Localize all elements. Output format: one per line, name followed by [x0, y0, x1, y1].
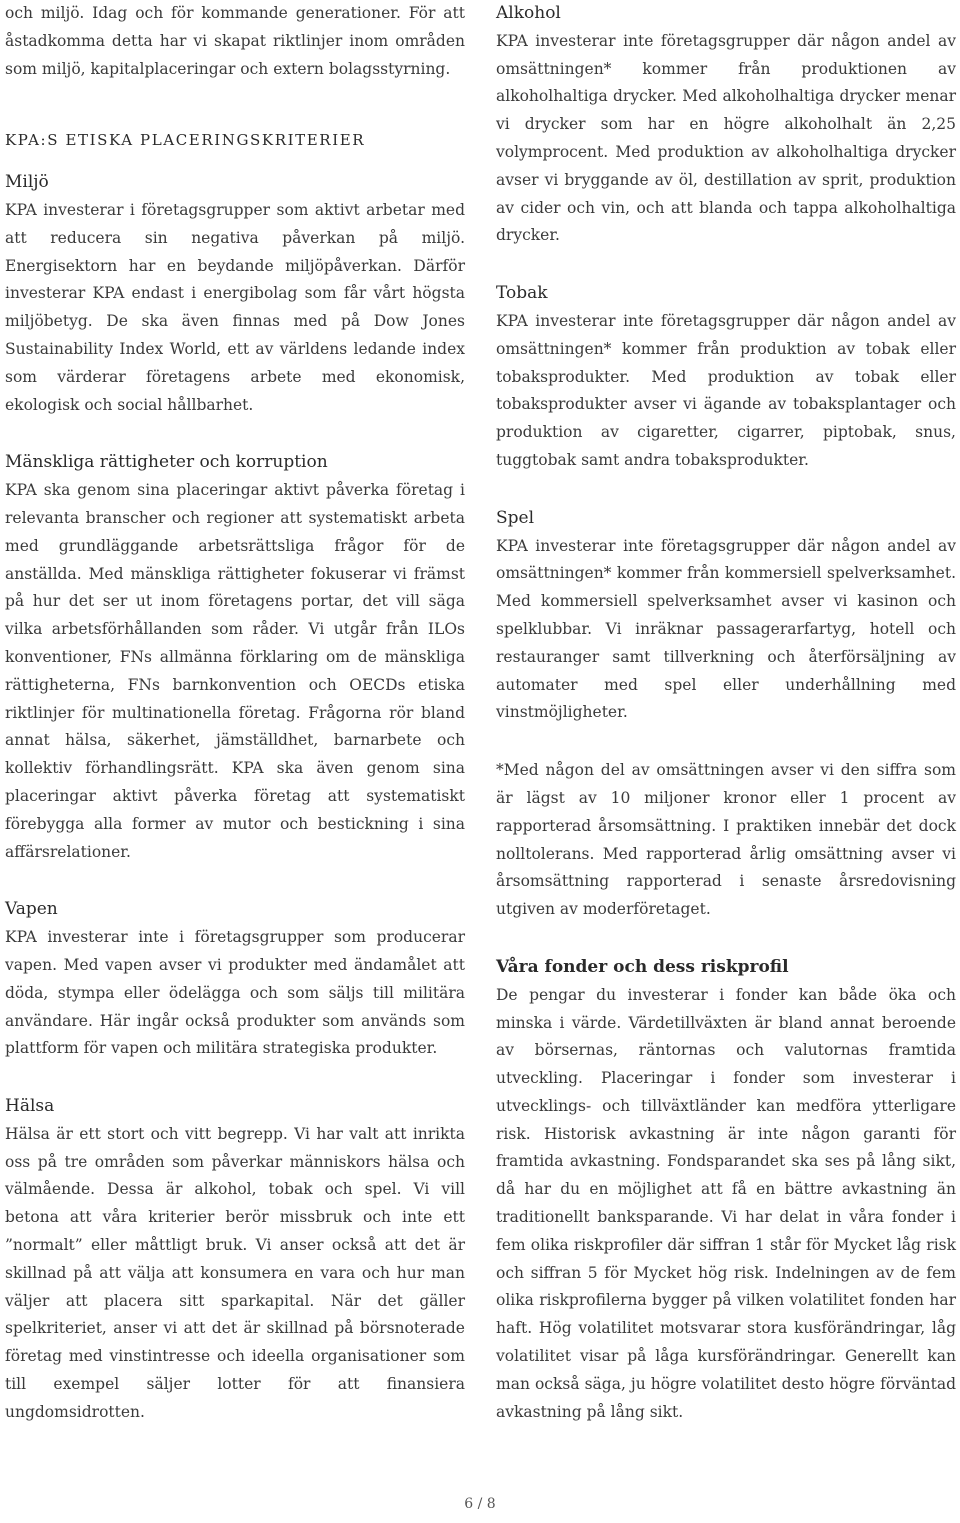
- halsa-paragraph: Hälsa är ett stort och vitt begrepp. Vi har valt att inrikta oss på tre områden som påverkar människors hälsa och välmående. Dessa är alkohol, tobak och spel. Vi vill betona att våra kriterier berör missbruk och inte ett ”normalt” eller måttligt bruk. Vi anser också att det är skillnad på att välja att konsumera en vara och hur man väljer att placera sitt sparkapital. När det gäller spelkriteriet, anser vi att det är skillnad på börsnoterade företag med vinstintresse och ideella organisationer som till exempel säljer lotter för att finansiera ungdomsidrotten.: [5, 1124, 465, 1421]
- alkohol-paragraph: KPA investerar inte företagsgrupper där någon andel av omsättningen* kommer från produktionen av alkoholhaltiga drycker. Med alkoholhaltiga drycker menar vi drycker som har en högre alkoholhalt än 2,25 volymprocent. Med produktion av alkoholhaltiga drycker avser vi bryggande av öl, destillation av sprit, produktion av cider och vin, och att blanda och tappa alkoholhaltiga drycker.: [496, 31, 956, 245]
- tobak-paragraph: KPA investerar inte företagsgrupper där någon andel av omsättningen* kommer från produktion av tobak eller tobaksprodukter. Med produktion av tobak eller tobaksprodukter avser vi ägande av tobaksplantager och produktion av cigaretter, cigarrer, piptobak, snus, tuggtobak samt andra tobaksprodukter.: [496, 311, 956, 469]
- miljo-paragraph: KPA investerar i företagsgrupper som aktivt arbetar med att reducera sin negativa påverkan på miljö. Energisektorn har en beydande miljöpåverkan. Därför investerar KPA endast i energibolag som får vårt högsta miljöbetyg. De ska även finnas med på Dow Jones Sustainability Index World, ett av världens ledande index som värderar företagens arbete med ekonomisk, ekologisk och social hållbarhet.: [5, 200, 465, 414]
- fonder-paragraph: De pengar du investerar i fonder kan både öka och minska i värde. Värdetillväxten är bland annat beroende av börsernas, räntornas och valutornas framtida utveckling. Placeringar i fonder som investerar i utvecklings- och tillväxtländer kan medföra ytterligare risk. Historisk avkastning är inte någon garanti för framtida avkastning. Fondsparandet ska ses på lång sikt, då har du en möjlighet att få en bättre avkastning än traditionellt banksparande. Vi har delat in våra fonder i fem olika riskprofiler där siffran 1 står för Mycket låg risk och siffran 5 för Mycket hög risk. Indelningen av de fem olika riskprofilerna bygger på vilken volatilitet fonden har haft. Hög volatilitet motsvarar stora kusförändringar, låg volatilitet visar på låga kursförändringar. Generellt kan man också säga, ju högre volatilitet desto högre förväntad avkastning på lång sikt.: [496, 985, 956, 1421]
- footnote-paragraph: *Med någon del av omsättningen avser vi den siffra som är lägst av 10 miljoner kronor eller 1 procent av rapporterad årsomsättning. I praktiken innebär det dock nolltolerans. Med rapporterad årlig omsättning avser vi årsomsättning rapporterad i senaste årsredovisning utgiven av moderföretaget.: [496, 761, 956, 919]
- halsa-heading: Hälsa: [5, 1096, 55, 1117]
- rights-heading: Mänskliga rättigheter och korruption: [5, 452, 328, 473]
- right-column: [496, 0, 956, 1426]
- tobak-heading: Tobak: [496, 283, 548, 304]
- fonder-heading: Våra fonder och dess riskprofil: [496, 956, 789, 977]
- vapen-paragraph: KPA investerar inte i företagsgrupper som producerar vapen. Med vapen avser vi produkter med ändamålet att döda, stympa eller ödelägga och som säljs till militära användare. Här ingår också produkter som används som plattform för vapen och militära strategiska produkter.: [5, 928, 465, 1058]
- spel-paragraph: KPA investerar inte företagsgrupper där någon andel av omsättningen* kommer från kommersiell spelverksamhet. Med kommersiell spelverksamhet avser vi kasinon och spelklubbar. Vi inräknar passagerarfartyg, hotell och restauranger samt tillverkning och återförsäljning av automater med spel eller underhållning med vinstmöjligheter.: [496, 536, 956, 722]
- vapen-heading: Vapen: [5, 899, 58, 920]
- left-column: [5, 0, 465, 1427]
- intro-paragraph: och miljö. Idag och för kommande generationer. För att åstadkomma detta har vi skapat riktlinjer inom områden som miljö, kapitalplaceringar och extern bolagsstyrning.: [5, 4, 465, 78]
- miljo-heading: Miljö: [5, 172, 49, 193]
- criteria-heading: KPA:S ETISKA PLACERINGSKRITERIER: [5, 131, 366, 150]
- spel-heading: Spel: [496, 507, 535, 528]
- alkohol-heading: Alkohol: [496, 3, 561, 23]
- rights-paragraph: KPA ska genom sina placeringar aktivt påverka företag i relevanta branscher och regioner att systematiskt arbeta med grundläggande arbetsrättsliga frågor för de anställda. Med mänskliga rättigheter fokuserar vi främst på hur det ser ut inom företagens portar, det vill säga vilka arbetsförhållanden som råder. Vi utgår från ILOs konventioner, FNs allmänna förklaring om de mänskliga rättigheterna, FNs barnkonvention och OECDs etiska riktlinjer för multinationella företag. Frågorna rör bland annat hälsa, säkerhet, jämställdhet, barnarbete och kollektiv förhandlingsrätt. KPA ska även genom sina placeringar aktivt påverka företag att systematiskt förebygga alla former av mutor och bestickning i sina affärsrelationer.: [5, 481, 465, 861]
- page-number: 6 / 8: [464, 1496, 496, 1512]
